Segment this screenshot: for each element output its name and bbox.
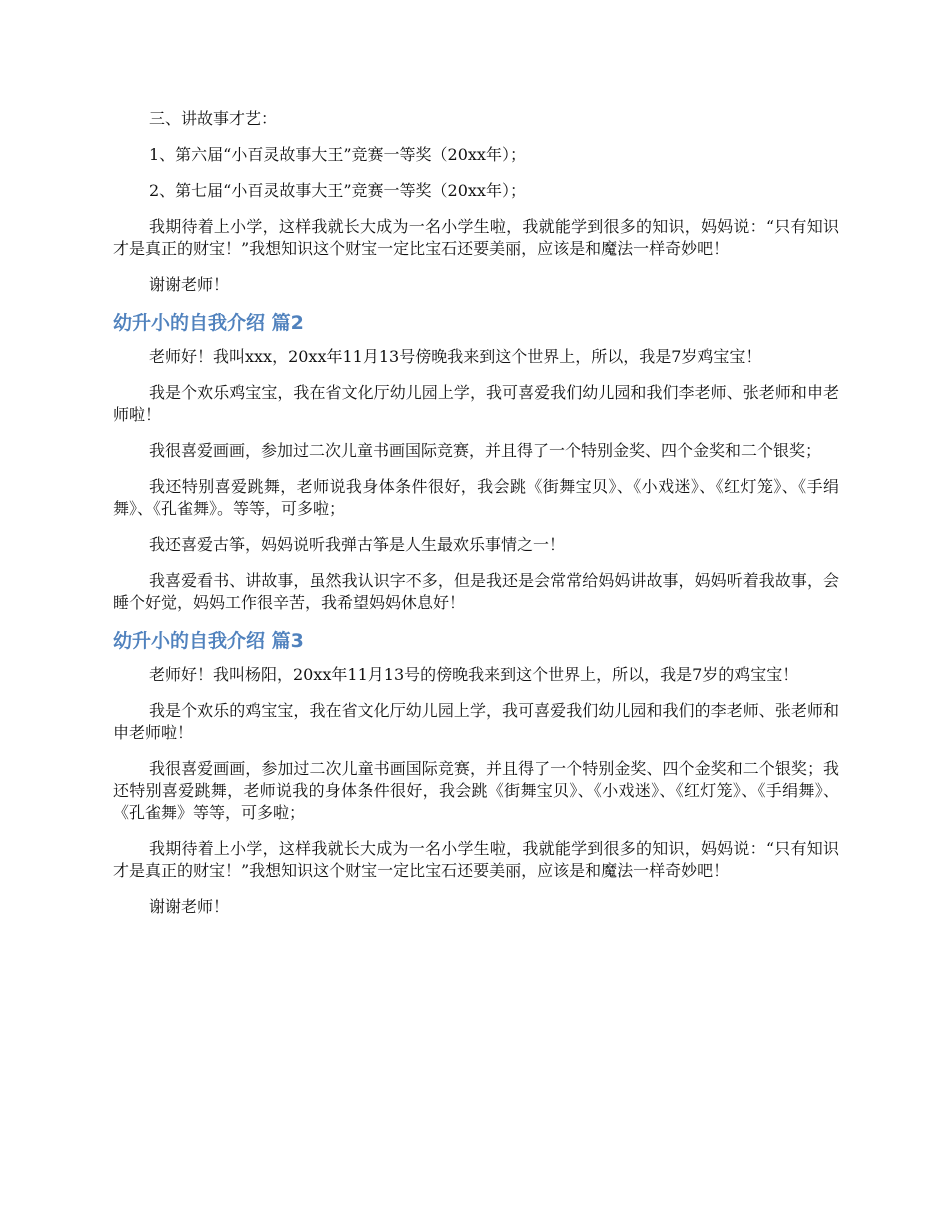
paragraph: 我喜爱看书、讲故事，虽然我认识字不多，但是我还是会常常给妈妈讲故事，妈妈听着我故事，会睡个好觉，妈妈工作很辛苦，我希望妈妈休息好！ bbox=[113, 571, 839, 612]
paragraph-expectation: 我期待着上小学，这样我就长大成为一名小学生啦，我就能学到很多的知识，妈妈说：“只有知识才是真正的财宝！”我想知识这个财宝一定比宝石还要美丽，应该是和魔法一样奇妙吧！ bbox=[113, 217, 839, 258]
paragraph: 我很喜爱画画，参加过二次儿童书画国际竞赛，并且得了一个特别金奖、四个金奖和二个银奖；我还特别喜爱跳舞，老师说我的身体条件很好，我会跳《街舞宝贝》、《小戏迷》、《红灯笼》、《手绢舞》、《孔雀舞》等等，可多啦； bbox=[113, 759, 839, 822]
paragraph: 我是个欢乐鸡宝宝，我在省文化厅幼儿园上学，我可喜爱我们幼儿园和我们李老师、张老师和申老师啦！ bbox=[113, 383, 839, 424]
document-page bbox=[113, 108, 839, 932]
section-heading-2: 幼升小的自我介绍 篇2 bbox=[113, 312, 304, 334]
paragraph: 我还特别喜爱跳舞，老师说我身体条件很好，我会跳《街舞宝贝》、《小戏迷》、《红灯笼》、《手绢舞》、《孔雀舞》。等等，可多啦； bbox=[113, 477, 839, 518]
paragraph: 我是个欢乐的鸡宝宝，我在省文化厅幼儿园上学，我可喜爱我们幼儿园和我们的李老师、张老师和申老师啦！ bbox=[113, 701, 839, 742]
paragraph: 老师好！我叫杨阳，20xx年11月13号的傍晚我来到这个世界上，所以，我是7岁的鸡宝宝！ bbox=[149, 665, 799, 684]
paragraph-thanks: 谢谢老师！ bbox=[149, 897, 230, 916]
award-item-1: 1、第六届“小百灵故事大王”竞赛一等奖（20xx年）； bbox=[149, 145, 526, 164]
paragraph: 我期待着上小学，这样我就长大成为一名小学生啦，我就能学到很多的知识，妈妈说：“只有知识才是真正的财宝！”我想知识这个财宝一定比宝石还要美丽，应该是和魔法一样奇妙吧！ bbox=[113, 839, 839, 880]
award-item-2: 2、第七届“小百灵故事大王”竞赛一等奖（20xx年）； bbox=[149, 181, 526, 200]
section-heading-3: 幼升小的自我介绍 篇3 bbox=[113, 630, 304, 652]
paragraph: 我很喜爱画画，参加过二次儿童书画国际竞赛，并且得了一个特别金奖、四个金奖和二个银奖； bbox=[149, 441, 822, 460]
paragraph-thanks: 谢谢老师！ bbox=[149, 275, 230, 294]
paragraph: 老师好！我叫xxx，20xx年11月13号傍晚我来到这个世界上，所以，我是7岁鸡宝宝！ bbox=[149, 347, 762, 366]
paragraph: 我还喜爱古筝，妈妈说听我弹古筝是人生最欢乐事情之一！ bbox=[149, 535, 566, 554]
talent-category-storytelling: 三、讲故事才艺： bbox=[149, 109, 278, 128]
